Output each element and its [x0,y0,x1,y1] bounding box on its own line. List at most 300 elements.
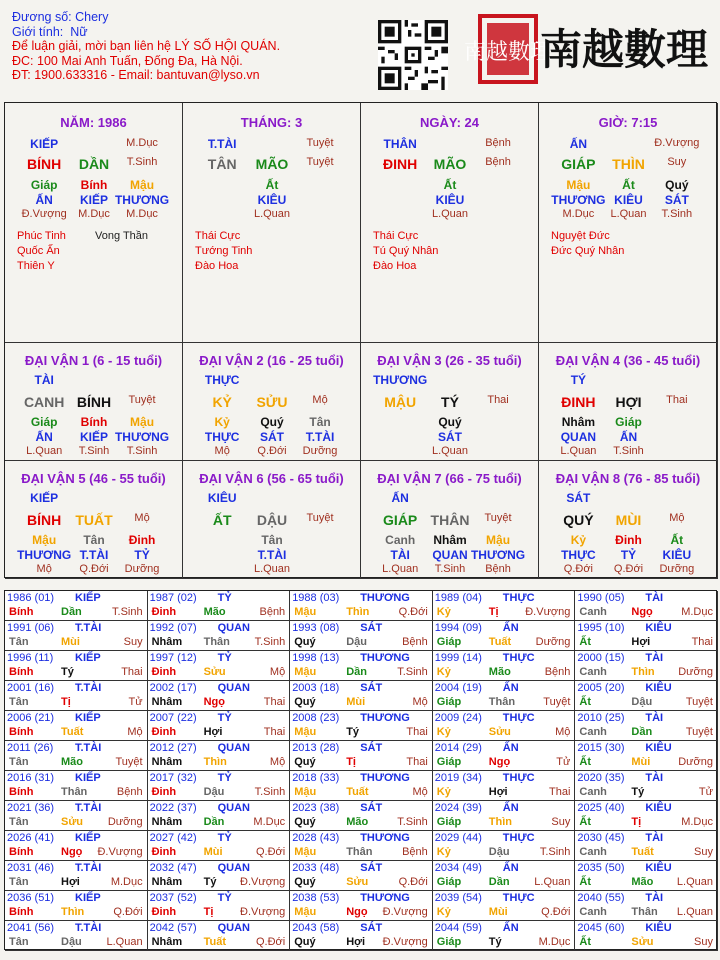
year-can: Bính [9,666,34,678]
year-label: 1987 (02) [149,592,197,604]
year-chi: Dần [346,666,367,678]
pillar-title: NGÀY: 24 [420,115,479,130]
year-chi: Ngọ [488,756,511,768]
dai-van-value: Mậu [130,415,155,429]
year-state: M.Dục [253,816,286,828]
year-cell [575,831,718,861]
dai-van-value: THƯƠNG [373,373,428,387]
year-god: KIÊU [645,682,672,694]
year-cell [148,681,291,711]
year-state: Mộ [269,666,286,678]
pillar-value: THÌN [612,156,645,172]
year-god: SÁT [360,682,383,694]
dai-van-value: Mộ [312,394,328,406]
year-god: ẤN [502,622,519,634]
year-can: Mậu [294,906,317,918]
pillar-cell [539,103,718,343]
year-can: Bính [9,726,34,738]
year-state: L.Quan [676,906,713,918]
year-state: T.Sinh [539,846,571,858]
pillar-title: NĂM: 1986 [60,115,127,130]
year-chi: Mão [631,876,654,888]
star-item: Phúc Tinh [17,230,66,242]
star-item: Quốc Ấn [17,245,60,257]
year-can: Canh [579,726,607,738]
dai-van-cell [183,343,361,461]
dai-van-value: Mậu [32,533,57,547]
year-state: T.Sinh [254,636,286,648]
pillar-value: Quý [665,178,689,192]
dai-van-cell [361,461,539,579]
year-can: Nhâm [151,696,183,708]
year-can: Ất [579,816,591,828]
chart-grid [4,102,717,578]
pillar-value: L.Quan [610,208,647,220]
year-cell [575,591,718,621]
star-item: Nguyệt Đức [551,230,610,242]
year-state: T.Sinh [254,786,286,798]
year-can: Kỷ [436,786,451,798]
dai-van-value: Dưỡng [302,445,338,457]
year-chi: Dậu [631,696,653,708]
year-state: Bệnh [116,786,143,798]
pillar-value: THƯƠNG [551,193,606,207]
year-chi: Hợi [346,936,366,948]
year-chi: Mùi [631,756,651,768]
star-item: Đào Hoa [195,260,239,272]
dai-van-value: SÁT [566,491,591,505]
year-chi: Sửu [203,666,226,678]
star-item: Tướng Tinh [195,245,253,257]
year-state: Suy [694,936,713,948]
year-state: Q.Đới [255,936,286,948]
dai-van-value: Tuyệt [484,512,512,524]
pillar-value: Bính [80,178,108,192]
pillar-value: ẤN [569,137,588,151]
dai-van-value: TUẤT [75,512,113,528]
dai-van-value: SÁT [260,430,284,444]
year-cell [5,801,148,831]
year-can: Mậu [294,846,317,858]
year-god: QUAN [217,622,250,634]
year-label: 2000 (15) [577,652,625,664]
pillar-cell [183,103,361,343]
dai-van-value: Q.Đới [563,563,593,575]
year-can: Đinh [151,666,177,678]
year-cell [5,771,148,801]
dai-van-title: ĐẠI VẬN 5 (46 - 55 tuổi) [21,471,166,486]
year-label: 2025 (40) [577,802,625,814]
year-cell [290,621,433,651]
year-god: TỶ [217,592,232,604]
year-can: Quý [294,936,316,948]
year-chi: Thân [61,786,88,798]
dai-van-value: BÍNH [27,512,62,528]
year-state: Q.Đới [255,846,286,858]
year-chi: Tị [631,816,642,828]
year-cell [290,681,433,711]
year-can: Tân [9,756,29,768]
star-item: Thái Cực [195,230,241,242]
year-cell [5,621,148,651]
year-state: Dưỡng [678,666,713,678]
year-chi: Mùi [203,846,223,858]
year-chi: Sửu [488,726,511,738]
year-cell [290,891,433,921]
dai-van-value: Tân [309,415,331,429]
pillar-value: Tuyệt [306,156,334,168]
year-label: 1989 (04) [434,592,482,604]
star-item: Đào Hoa [373,260,417,272]
contact-line-3: ĐT: 1900.633316 - Email: bantuvan@lyso.vn [12,68,260,82]
dai-van-value: Quý [438,415,462,429]
year-god: KIÊU [645,802,672,814]
year-can: Tân [9,636,29,648]
year-can: Quý [294,756,316,768]
pillar-value: T.Sinh [661,208,693,220]
year-cell [148,591,291,621]
year-cell [5,681,148,711]
year-label: 2017 (32) [149,772,197,784]
qr-code-icon[interactable] [378,20,448,90]
year-label: 1991 (06) [7,622,55,634]
year-state: Thai [121,666,143,678]
year-god: SÁT [360,862,383,874]
year-can: Giáp [436,936,462,948]
dai-van-value: Mộ [36,563,52,575]
year-god: THƯƠNG [360,592,410,604]
dai-van-value: Mộ [214,445,230,457]
pillar-value: SÁT [664,193,689,207]
dai-van-value: BÍNH [76,394,112,410]
year-can: Tân [9,816,29,828]
year-label: 1999 (14) [434,652,482,664]
year-chi: Thân [346,846,373,858]
year-cell [5,741,148,771]
dai-van-value: T.Sinh [78,445,110,457]
year-chi: Tuất [203,936,226,948]
year-label: 1990 (05) [577,592,625,604]
year-label: 2015 (30) [577,742,625,754]
year-state: Tuyệt [685,726,713,738]
year-chi: Mão [488,666,511,678]
dai-van-cell [539,461,718,579]
year-label: 2010 (25) [577,712,625,724]
year-chi: Sửu [346,876,369,888]
year-god: THỰC [502,772,535,784]
dai-van-value: Canh [385,533,416,547]
year-chi: Hợi [61,876,80,888]
year-cell [290,921,433,951]
dai-van-value: L.Quan [560,445,597,457]
year-state: Bệnh [259,606,286,618]
pillar-value: M.Dục [126,137,158,149]
year-cell [290,741,433,771]
dai-van-value: Bệnh [485,563,511,575]
pillar-value: L.Quan [253,208,291,220]
pillar-value: Ất [622,178,635,192]
year-god: KIẾP [75,892,101,904]
year-state: Thai [691,636,713,648]
year-can: Kỷ [436,846,451,858]
year-god: THỰC [502,892,535,904]
dai-van-value: HỢI [615,394,642,410]
year-chi: Mùi [61,636,80,648]
dai-van-value: THƯƠNG [114,430,170,444]
dai-van-value: THỰC [204,430,240,444]
year-can: Đinh [151,786,177,798]
year-state: Đ.Vượng [240,906,286,918]
year-can: Mậu [294,726,317,738]
pillar-value: TÂN [207,156,237,172]
dai-van-value: ẤN [619,430,638,444]
year-cell [433,891,576,921]
dai-van-value: Mộ [669,512,685,524]
year-can: Canh [579,906,607,918]
dai-van-value: L.Quan [382,563,419,575]
year-label: 2023 (38) [292,802,340,814]
year-chi: Hợi [631,636,651,648]
dai-van-value: TÀI [34,373,54,387]
year-label: 2022 (37) [149,802,197,814]
year-label: 1993 (08) [292,622,340,634]
year-state: Suy [551,816,571,828]
year-label: 2043 (58) [292,922,340,934]
contact-line-1: Để luận giải, mời bạn liên hệ LÝ SỐ HỘI QUÁN. [12,39,281,53]
year-can: Ất [579,696,591,708]
year-label: 2035 (50) [577,862,625,874]
year-label: 2026 (41) [7,832,55,844]
year-label: 2029 (44) [434,832,482,844]
year-label: 2012 (27) [149,742,197,754]
year-chi: Tị [61,696,71,708]
year-can: Tân [9,696,29,708]
dai-van-value: T.TÀI [79,548,109,562]
year-god: THỰC [502,712,535,724]
year-state: Tuyệt [543,696,571,708]
dai-van-title: ĐẠI VẬN 3 (26 - 35 tuổi) [377,353,522,368]
gender-label: Giới tính: [12,24,64,39]
pillar-value: L.Quan [431,208,469,220]
dai-van-title: ĐẠI VẬN 1 (6 - 15 tuổi) [24,353,163,368]
year-chi: Hợi [203,726,223,738]
year-chi: Tị [346,756,356,768]
dai-van-title: ĐẠI VẬN 7 (66 - 75 tuổi) [377,471,522,486]
pillar-value: BÍNH [27,156,62,172]
year-can: Nhâm [151,816,183,828]
year-god: TÀI [645,592,664,604]
year-god: TÀI [645,832,664,844]
dai-van-title: ĐẠI VẬN 6 (56 - 65 tuổi) [199,471,344,486]
year-chi: Dần [61,606,82,618]
year-chi: Tuất [346,786,369,798]
year-label: 2013 (28) [292,742,340,754]
year-god: TỶ [217,712,232,724]
dai-van-value: KIẾP [30,491,59,505]
dai-van-value: ĐINH [561,394,596,410]
year-can: Kỷ [436,726,451,738]
pillar-value: ĐINH [383,156,418,172]
year-state: Mộ [127,726,143,738]
year-state: Đ.Vượng [382,906,428,918]
pillar-value: KIÊU [435,193,465,207]
dai-van-cell [5,461,183,579]
year-label: 2032 (47) [149,862,197,874]
year-can: Đinh [151,906,177,918]
year-label: 2036 (51) [7,892,55,904]
year-god: ẤN [502,742,519,754]
dai-van-value: Đinh [128,533,156,547]
year-cell [148,831,291,861]
year-state: M.Dục [681,816,713,828]
year-god: T.TÀI [75,922,102,934]
dai-van-value: KIẾP [79,430,108,444]
year-cell [575,861,718,891]
year-state: T.Sinh [112,606,143,618]
pillar-value: KIÊU [257,193,287,207]
year-can: Bính [9,906,34,918]
pillar-value: GIÁP [561,156,596,172]
year-cell [433,591,576,621]
year-chi: Dần [631,726,653,738]
pillar-cell [361,103,539,343]
gender-value: Nữ [70,24,88,39]
year-god: KIÊU [645,622,672,634]
year-state: Dưỡng [107,816,143,828]
year-god: QUAN [217,802,250,814]
year-god: SÁT [360,922,383,934]
star-item: Vong Thần [95,230,149,242]
year-chi: Mão [61,756,83,768]
year-state: Suy [694,846,713,858]
dai-van-value: Thai [666,394,688,406]
dai-van-cell [539,343,718,461]
year-god: KIÊU [645,862,672,874]
year-god: KIẾP [75,592,101,604]
dai-van-value: Nhâm [433,533,467,547]
dai-van-value: Mậu [486,533,511,547]
dai-van-value: Tuyệt [128,394,156,406]
dai-van-value: Bính [80,415,108,429]
dai-van-value: THỰC [561,548,596,562]
dai-van-value: Thai [487,394,509,406]
pillar-value: Mậu [566,178,591,192]
dai-van-value: GIÁP [383,512,418,528]
dai-van-value: ẤT [212,512,232,528]
year-chi: Tị [488,606,499,618]
year-chi: Tý [346,726,360,738]
dai-van-title: ĐẠI VẬN 2 (16 - 25 tuổi) [199,353,344,368]
year-god: T.TÀI [75,802,102,814]
year-state: Đ.Vượng [97,846,143,858]
contact-line-2: ĐC: 100 Mai Anh Tuấn, Đống Đa, Hà Nội. [12,53,243,68]
year-cell [433,861,576,891]
year-can: Kỷ [436,666,451,678]
dai-van-value: Q.Đới [613,563,644,575]
year-can: Nhâm [151,756,183,768]
year-label: 2042 (57) [149,922,197,934]
pillar-value: KIÊU [614,193,643,207]
year-can: Ất [579,876,591,888]
pillar-value: Bệnh [485,137,511,149]
year-can: Canh [579,606,607,618]
year-label: 2011 (26) [7,742,54,754]
dai-van-value: T.TÀI [305,430,335,444]
year-can: Nhâm [151,636,183,648]
year-state: Bệnh [402,846,428,858]
year-cell [148,801,291,831]
pillar-value: ẤN [35,193,53,207]
year-god: QUAN [217,682,250,694]
year-can: Giáp [436,756,462,768]
year-chi: Sửu [61,816,84,828]
pillar-value: Tuyệt [306,137,334,149]
year-label: 1994 (09) [434,622,482,634]
year-label: 2038 (53) [292,892,340,904]
year-chi: Thìn [346,606,370,618]
year-label: 2040 (55) [577,892,625,904]
dai-van-value: L.Quan [26,445,63,457]
year-label: 1992 (07) [149,622,197,634]
dai-van-value: SÁT [438,430,462,444]
year-can: Bính [9,786,34,798]
dai-van-value: Q.Đới [257,445,287,457]
year-label: 2034 (49) [434,862,482,874]
year-cell [5,891,148,921]
year-chi: Dậu [61,936,82,948]
year-label: 2018 (33) [292,772,340,784]
year-label: 1988 (03) [292,592,340,604]
year-chi: Dậu [203,786,225,798]
year-chi: Mùi [346,696,366,708]
pillar-title: THÁNG: 3 [240,115,303,130]
dai-van-value: TÝ [441,394,459,410]
year-god: KIÊU [645,742,672,754]
year-chi: Ngọ [631,606,653,618]
year-label: 2020 (35) [577,772,625,784]
year-label: 1995 (10) [577,622,625,634]
year-label: 2002 (17) [149,682,197,694]
year-state: Bệnh [544,666,571,678]
dai-van-value: T.Sinh [434,563,466,575]
star-item: Đức Quý Nhân [551,245,625,257]
gender-row [12,25,280,40]
year-chi: Dậu [346,636,367,648]
dai-van-value: QUAN [560,430,597,444]
year-label: 2037 (52) [149,892,197,904]
year-state: Dưỡng [678,756,713,768]
year-can: Quý [294,636,316,648]
pillar-value: THÂN [383,137,417,151]
year-cell [433,771,576,801]
year-cell [575,771,718,801]
year-god: THỰC [502,592,535,604]
year-can: Canh [579,786,607,798]
dai-van-value: TÝ [570,373,587,387]
year-cell [290,711,433,741]
year-god: QUAN [217,742,250,754]
dai-van-value: KỶ [212,394,232,410]
year-cell [148,891,291,921]
year-can: Mậu [294,786,317,798]
year-label: 2005 (20) [577,682,625,694]
year-god: TỶ [217,892,232,904]
dai-van-value: Kỷ [570,533,587,547]
year-can: Tân [9,936,29,948]
seal-mark: 南越數理 [463,40,553,65]
year-label: 2019 (34) [434,772,482,784]
year-state: Q.Đới [398,876,428,888]
